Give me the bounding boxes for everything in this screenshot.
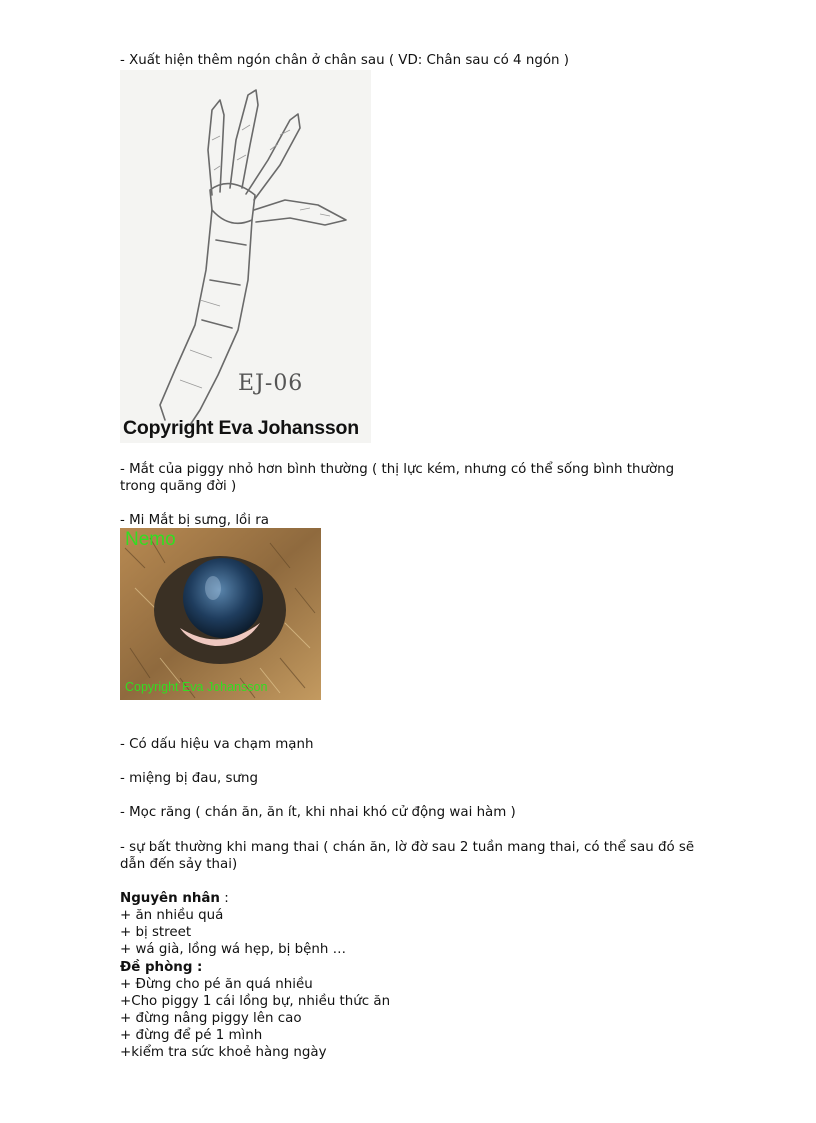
prevention-item: + đừng nâng piggy lên cao (120, 1011, 302, 1026)
prevention-item: + Đừng cho pé ăn quá nhiều (120, 977, 313, 992)
paragraph-extra-toe: - Xuất hiện thêm ngón chân ở chân sau ( VD: Chân sau có 4 ngón ) (120, 53, 569, 68)
paw-image (120, 70, 371, 443)
eye-image-label: Nemo (125, 529, 176, 550)
prevention-heading: Đề phòng : (120, 960, 203, 975)
prevention-item: + đừng để pé 1 mình (120, 1028, 263, 1043)
paragraph-mouth-pain: - miệng bị đau, sưng (120, 771, 258, 786)
paragraph-teething: - Mọc răng ( chán ăn, ăn ít, khi nhai khó cử động wai hàm ) (120, 805, 516, 820)
causes-heading-suffix: : (219, 891, 229, 906)
prevention-item: +kiểm tra sức khoẻ hàng ngày (120, 1045, 327, 1060)
causes-item: + ăn nhiều quá (120, 908, 224, 923)
prevention-item: +Cho piggy 1 cái lồng bự, nhiều thức ăn (120, 994, 391, 1009)
causes-heading: Nguyên nhân (120, 891, 220, 906)
paw-signature: EJ-06 (238, 371, 304, 396)
causes-item: + bị street (120, 925, 192, 940)
causes-heading-line (120, 890, 229, 907)
paragraph-impact-signs: - Có dấu hiệu va chạm mạnh (120, 737, 314, 752)
paragraph-small-eyes: - Mắt của piggy nhỏ hơn bình thường ( thị lực kém, nhưng có thể sống bình thường trong quãng đời ) (120, 462, 675, 494)
paragraph-pregnancy: - sự bất thường khi mang thai ( chán ăn, lờ đờ sau 2 tuần mang thai, có thể sau đó sẽ dẫn đến sảy thai) (120, 840, 695, 872)
causes-item: + wá già, lồng wá hẹp, bị bệnh … (120, 942, 346, 957)
paragraph-swollen-eyelid: - Mi Mắt bị sưng, lồi ra (120, 513, 269, 528)
eye-image (120, 528, 321, 700)
eye-photo-drawing (120, 528, 321, 700)
eye-copyright-caption: Copyright Eva Johansson (125, 680, 268, 694)
paw-copyright-caption: Copyright Eva Johansson (123, 417, 359, 439)
